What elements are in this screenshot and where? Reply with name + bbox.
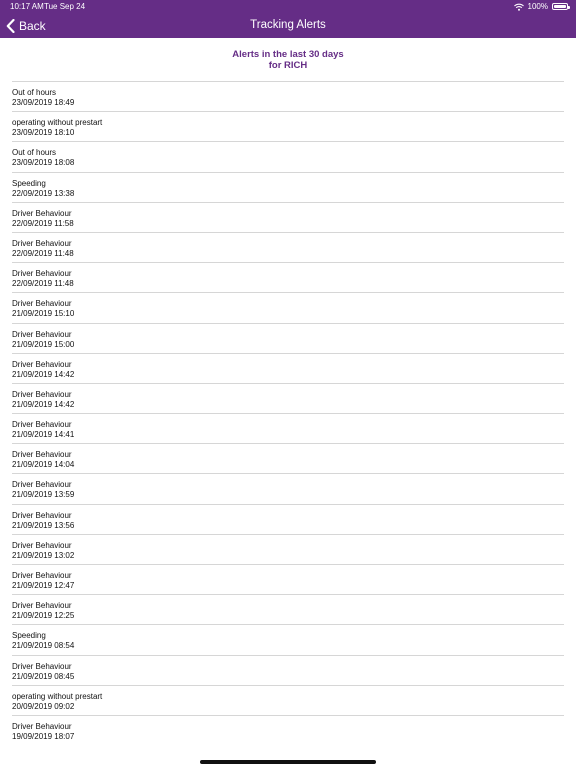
- alert-datetime: 21/09/2019 08:45: [12, 671, 75, 681]
- alert-row[interactable]: [12, 292, 564, 322]
- alert-type: Driver Behaviour: [12, 420, 72, 430]
- alert-type: operating without prestart: [12, 691, 103, 701]
- alert-datetime: 23/09/2019 18:08: [12, 158, 75, 168]
- alert-type: Driver Behaviour: [12, 359, 72, 369]
- alert-datetime: 22/09/2019 13:38: [12, 188, 75, 198]
- wifi-icon: [514, 3, 524, 11]
- alert-row[interactable]: [12, 685, 564, 715]
- alert-row[interactable]: [12, 624, 564, 654]
- alert-row[interactable]: [12, 715, 564, 745]
- alert-type: Out of hours: [12, 88, 57, 97]
- alert-type: Driver Behaviour: [12, 571, 72, 580]
- alert-datetime: 22/09/2019 11:48: [12, 279, 74, 289]
- alert-datetime: 21/09/2019 12:47: [12, 581, 75, 590]
- alert-type: operating without prestart: [12, 118, 103, 128]
- alert-type: Driver Behaviour: [12, 269, 72, 279]
- status-date: Tue Sep 24: [44, 2, 86, 11]
- alert-row[interactable]: [12, 232, 564, 262]
- alert-datetime: 23/09/2019 18:10: [12, 128, 75, 138]
- alert-row[interactable]: [12, 353, 564, 383]
- alert-row[interactable]: [12, 172, 564, 202]
- alert-type: Driver Behaviour: [12, 238, 72, 248]
- battery-icon: [552, 3, 568, 10]
- alert-datetime: 21/09/2019 14:04: [12, 460, 75, 470]
- alert-type: Driver Behaviour: [12, 450, 72, 460]
- status-right: [514, 0, 568, 13]
- alert-row[interactable]: [12, 202, 564, 232]
- status-time: 10:17 AM: [10, 2, 44, 11]
- alert-type: Driver Behaviour: [12, 540, 72, 550]
- alert-type: Speeding: [12, 631, 46, 641]
- chevron-left-icon: [6, 19, 15, 33]
- alert-row[interactable]: [12, 473, 564, 503]
- alert-datetime: 21/09/2019 14:41: [12, 430, 75, 440]
- alert-datetime: 21/09/2019 12:25: [12, 611, 75, 621]
- alert-type: Driver Behaviour: [12, 661, 72, 671]
- alerts-heading: [0, 49, 576, 71]
- page-title: Tracking Alerts: [250, 19, 326, 31]
- alert-type: Driver Behaviour: [12, 299, 72, 309]
- alert-row[interactable]: [12, 383, 564, 413]
- alert-row[interactable]: [12, 141, 564, 171]
- alert-row[interactable]: [12, 534, 564, 564]
- alerts-list: [12, 81, 564, 745]
- alert-type: Driver Behaviour: [12, 329, 72, 339]
- alert-row[interactable]: [12, 594, 564, 624]
- heading-line-2: for RICH: [268, 60, 308, 71]
- battery-percent: 100%: [527, 2, 548, 11]
- alert-type: Driver Behaviour: [12, 510, 72, 520]
- alert-row[interactable]: [12, 323, 564, 353]
- alert-row[interactable]: [12, 655, 564, 685]
- back-button[interactable]: [6, 16, 46, 36]
- alert-row[interactable]: [12, 262, 564, 292]
- navigation-bar: [0, 0, 576, 38]
- alert-row[interactable]: [12, 504, 564, 534]
- alert-datetime: 22/09/2019 11:48: [12, 248, 74, 258]
- alert-datetime: 21/09/2019 14:42: [12, 399, 75, 409]
- alert-datetime: 19/09/2019 18:07: [12, 731, 75, 741]
- alert-row[interactable]: [12, 564, 564, 594]
- alert-type: Driver Behaviour: [12, 208, 72, 218]
- alert-datetime: 21/09/2019 14:42: [12, 369, 75, 379]
- alert-type: Speeding: [12, 178, 46, 188]
- alert-type: Driver Behaviour: [12, 389, 72, 399]
- alert-datetime: 20/09/2019 09:02: [12, 701, 75, 711]
- alert-datetime: 21/09/2019 15:00: [12, 339, 75, 349]
- back-label: Back: [19, 19, 46, 33]
- alert-datetime: 21/09/2019 13:59: [12, 490, 75, 500]
- alert-datetime: 21/09/2019 13:02: [12, 550, 75, 560]
- alert-type: Out of hours: [12, 148, 57, 158]
- alert-row[interactable]: [12, 111, 564, 141]
- alert-row[interactable]: [12, 443, 564, 473]
- status-bar: [0, 0, 576, 13]
- alert-datetime: 22/09/2019 11:58: [12, 218, 74, 228]
- alert-datetime: 21/09/2019 13:56: [12, 520, 75, 530]
- alert-row[interactable]: [12, 81, 564, 111]
- alert-type: Driver Behaviour: [12, 721, 72, 731]
- alert-type: Driver Behaviour: [12, 480, 72, 490]
- alert-row[interactable]: [12, 413, 564, 443]
- nav-header: [0, 13, 576, 38]
- alert-datetime: 21/09/2019 15:10: [12, 309, 75, 319]
- heading-line-1: Alerts in the last 30 days: [232, 49, 344, 60]
- home-indicator[interactable]: [200, 760, 376, 764]
- alert-datetime: 23/09/2019 18:49: [12, 98, 75, 107]
- alert-type: Driver Behaviour: [12, 601, 72, 611]
- alert-datetime: 21/09/2019 08:54: [12, 641, 75, 651]
